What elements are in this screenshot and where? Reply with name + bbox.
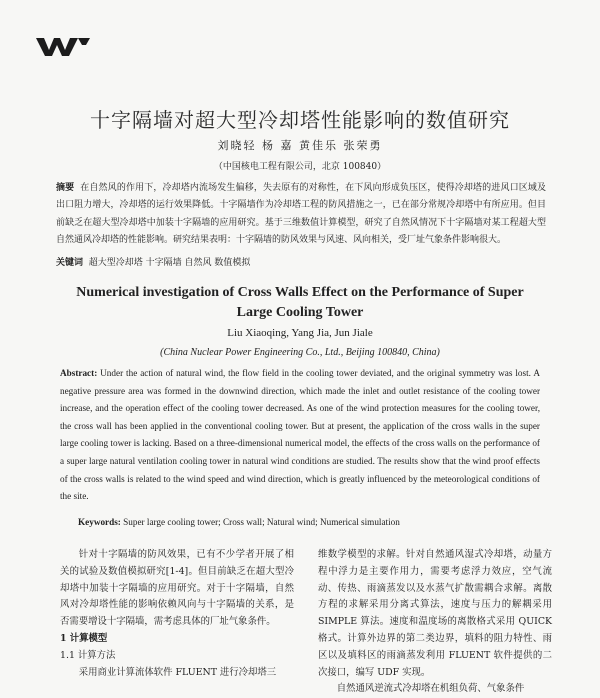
english-abstract-label: Abstract: <box>60 368 98 378</box>
tower-paragraph: 自然通风逆流式冷却塔在机组负荷、气象条件 <box>336 683 525 695</box>
english-keywords-label: Keywords: <box>78 517 121 527</box>
chinese-title: 十字隔墙对超大型冷却塔性能影响的数值研究 <box>90 108 510 132</box>
section-heading: 1 计算模型 <box>60 632 108 644</box>
english-title: Numerical investigation of Cross Walls Effect on the Performance of Super Large Cooling Tower <box>76 285 524 320</box>
chinese-abstract <box>56 180 546 250</box>
chinese-abstract-label: 摘要 <box>56 183 75 193</box>
chinese-keywords-text: 超大型冷却塔 十字隔墙 自然风 数值模拟 <box>88 258 251 268</box>
chinese-keywords <box>56 255 546 268</box>
english-abstract-text: Under the action of natural wind, the flow field in the cooling tower deviated, and the original symmetry was lost. A negative pressure area was formed in the downwind direction, which made the inlet and outlet resistance of the cooling tower increase, and the operation effect of the cooling tower decreased. As one of the wind protection measures for the cooling tower, the cross wall has been applied in the conventional cooling tower. But at present, the application of the cross walls in the super large cooling tower is lacking. Based on a three-dimensional numerical model, the effects of the cross walls on the performance of a super large natural ventilation cooling tower in natural wind conditions are studied. The results show that the wind proof effects of the cross walls is related to the wind speed and wind direction, which is greatly influenced by the meteorological conditions of the site. <box>60 368 540 502</box>
method-paragraph: 采用商业计算流体软件 FLUENT 进行冷却塔三 <box>78 666 277 678</box>
chinese-affiliation: （中国核电工程有限公司，北京 100840） <box>213 162 387 172</box>
body-right-column <box>318 547 552 698</box>
chinese-authors: 刘晓轻 杨 嘉 黄佳乐 张荣勇 <box>217 139 383 152</box>
chinese-abstract-text: 在自然风的作用下，冷却塔内流场发生偏移，失去原有的对称性，在下风向形成负压区，使得冷却塔的进风口区域及出口阻力增大，冷却塔的运行效果降低。十字隔墙作为冷却塔工程的防风措施之一，已在部分常规冷却塔中有所应用。但目前缺乏在超大型冷却塔中加装十字隔墙的应用研究。基于三维数值计算模型，研究了自然风情况下十字隔墙对某工程超大型自然通风冷却塔的性能影响。研究结果表明：十字隔墙的防风效果与风速、风向相关，受厂址气象条件影响很大。 <box>56 183 546 246</box>
subsection-heading: 1.1 计算方法 <box>60 649 116 661</box>
english-keywords <box>78 517 538 527</box>
model-paragraph: 维数学模型的求解。针对自然通风湿式冷却塔，动量方程中浮力是主要作用力，需要考虑浮力效应，空气流动、传热、雨滴蒸发以及水蒸气扩散需耦合求解。离散方程的求解采用分离式算法，速度与压力的解耦采用 SIMPLE 算法。速度和温度场的离散格式采用 QUICK 格式。计算外边界的第二类边界，填料的阻力特性、雨区以及填料区的雨滴蒸发利用 FLUENT 软件提供的二次接口，编写 UDF 实现。 <box>318 549 552 678</box>
english-abstract <box>60 365 540 506</box>
english-authors: Liu Xiaoqing, Yang Jia, Jun Jiale <box>227 327 373 339</box>
journal-logo-icon <box>36 36 90 58</box>
intro-paragraph: 针对十字隔墙的防风效果，已有不少学者开展了相关的试验及数值模拟研究[1-4]。但目前缺乏在超大型冷却塔中加装十字隔墙的应用研究。对于十字隔墙，自然风对冷却塔性能的影响依赖风向与十字隔墙的关系，是否需要增设十字隔墙，需考虑具体的厂址气象条件。 <box>60 549 294 628</box>
english-affiliation: (China Nuclear Power Engineering Co., Ltd., Beijing 100840, China) <box>160 347 440 358</box>
body-left-column <box>60 547 294 681</box>
chinese-keywords-label: 关键词 <box>56 258 84 268</box>
english-keywords-text: Super large cooling tower; Cross wall; Natural wind; Numerical simulation <box>123 517 400 527</box>
